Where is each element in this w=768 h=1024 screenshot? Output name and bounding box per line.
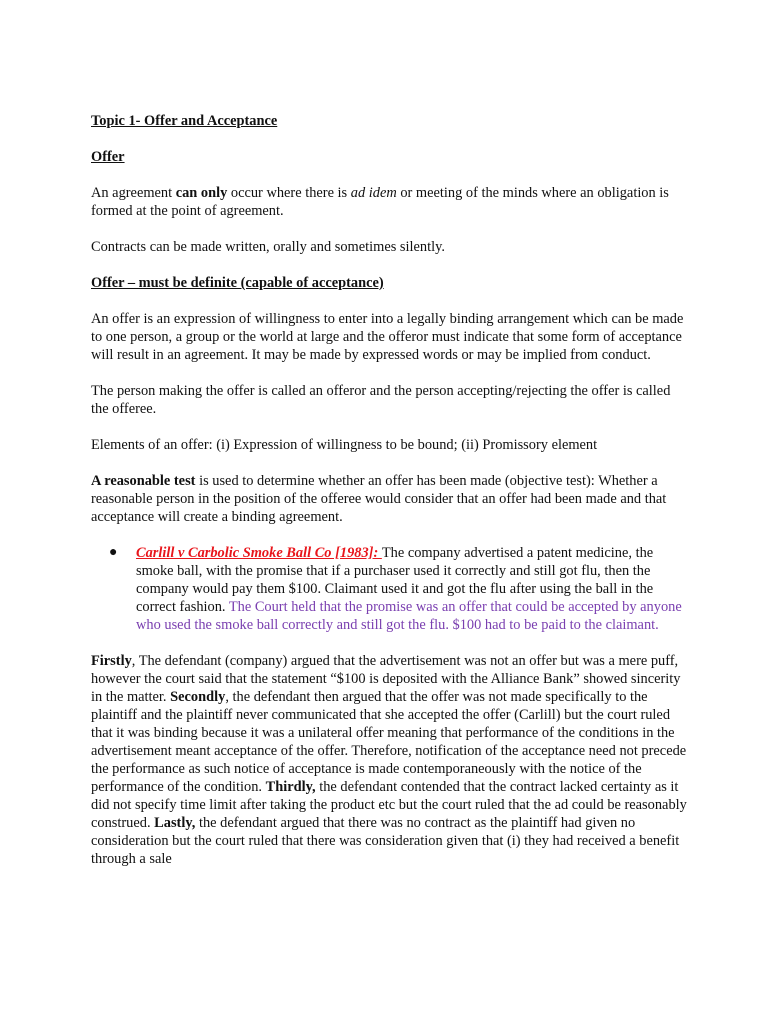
- analysis-text-2: , the defendant then argued that the offer was not made specifically to the plaintiff and the plaintiff never communicated that she accepted the offer (Carlill) but the court ruled that it was binding because it was a unilateral offer meaning that performance of the conditions in the advertisement meant acceptance of the offer. Therefore, notification of the acceptance need not precede the performance as such notice of acceptance is made contemporaneously with the notice of the performance of the condition.: [91, 689, 687, 795]
- paragraph-offeror: The person making the offer is called an offeror and the person accepting/rejecting the offer is called the offeree.: [91, 383, 671, 417]
- agreement-emphasis: can only: [175, 185, 228, 201]
- agreement-text-1: An agreement: [91, 185, 176, 201]
- reasonable-test-text: is used to determine whether an offer has been made (objective test): Whether a reasonable person in the position of the offeree would consider that an offer had been made and that acceptance will create a binding agreement.: [91, 473, 667, 525]
- case-name: Carlill v Carbolic Smoke Ball Co [1983]:: [136, 545, 382, 561]
- paragraph-reasonable-test: [91, 472, 689, 526]
- agreement-text-2: occur where there is: [227, 185, 351, 201]
- paragraph-agreement: [91, 184, 689, 220]
- reasonable-test-term: A reasonable test: [91, 473, 196, 489]
- analysis-text-4: the defendant argued that there was no contract as the plaintiff had given no consideration but the court ruled that there was consideration given that (i) they had received a benefit through a sale: [91, 815, 680, 867]
- paragraph-offer-definition: An offer is an expression of willingness to enter into a legally binding arrangement which can be made to one person, a group or the world at large and the offeror must indicate that some form of acceptance will result in an agreement. It may be made by expressed words or may be implied from conduct.: [91, 311, 684, 363]
- analysis-thirdly: Thirdly,: [265, 779, 316, 795]
- analysis-text-3: the defendant contended that the contract lacked certainty as it did not specify time limit after taking the product etc but the court ruled that the ad could be reasonably construed.: [91, 779, 687, 831]
- analysis-lastly: Lastly,: [154, 815, 196, 831]
- agreement-text-3: or meeting of the minds where an obligation is formed at the point of agreement.: [91, 185, 669, 219]
- case-holding: The Court held that the promise was an offer that could be accepted by anyone who used the smoke ball correctly and still got the flu. $100 had to be paid to the claimant.: [136, 599, 682, 633]
- paragraph-elements: Elements of an offer: (i) Expression of willingness to be bound; (ii) Promissory element: [91, 437, 598, 453]
- list-item-case: [109, 544, 689, 634]
- analysis-text-1: , The defendant (company) argued that the advertisement was not an offer but was a mere puff, however the court said that the statement “$100 is deposited with the Alliance Bank” showed sincerity in the matter.: [91, 653, 681, 705]
- case-facts: The company advertised a patent medicine, the smoke ball, with the promise that if a purchaser used it correctly and still got flu, then the company would pay them $100. Claimant used it and got the flu after using the ball in the correct fashion.: [136, 545, 654, 615]
- case-list: [91, 544, 689, 634]
- bullet-icon: ●: [109, 545, 118, 560]
- paragraph-contracts: Contracts can be made written, orally and sometimes silently.: [91, 239, 445, 255]
- analysis-firstly: Firstly: [91, 653, 132, 669]
- document-page: [91, 112, 689, 886]
- heading-offer-definite: Offer – must be definite (capable of acceptance): [91, 275, 384, 291]
- topic-title: Topic 1- Offer and Acceptance: [91, 113, 278, 129]
- agreement-latin-term: ad idem: [350, 185, 397, 201]
- analysis-secondly: Secondly: [170, 689, 226, 705]
- paragraph-analysis: [91, 652, 689, 868]
- heading-offer: Offer: [91, 149, 125, 165]
